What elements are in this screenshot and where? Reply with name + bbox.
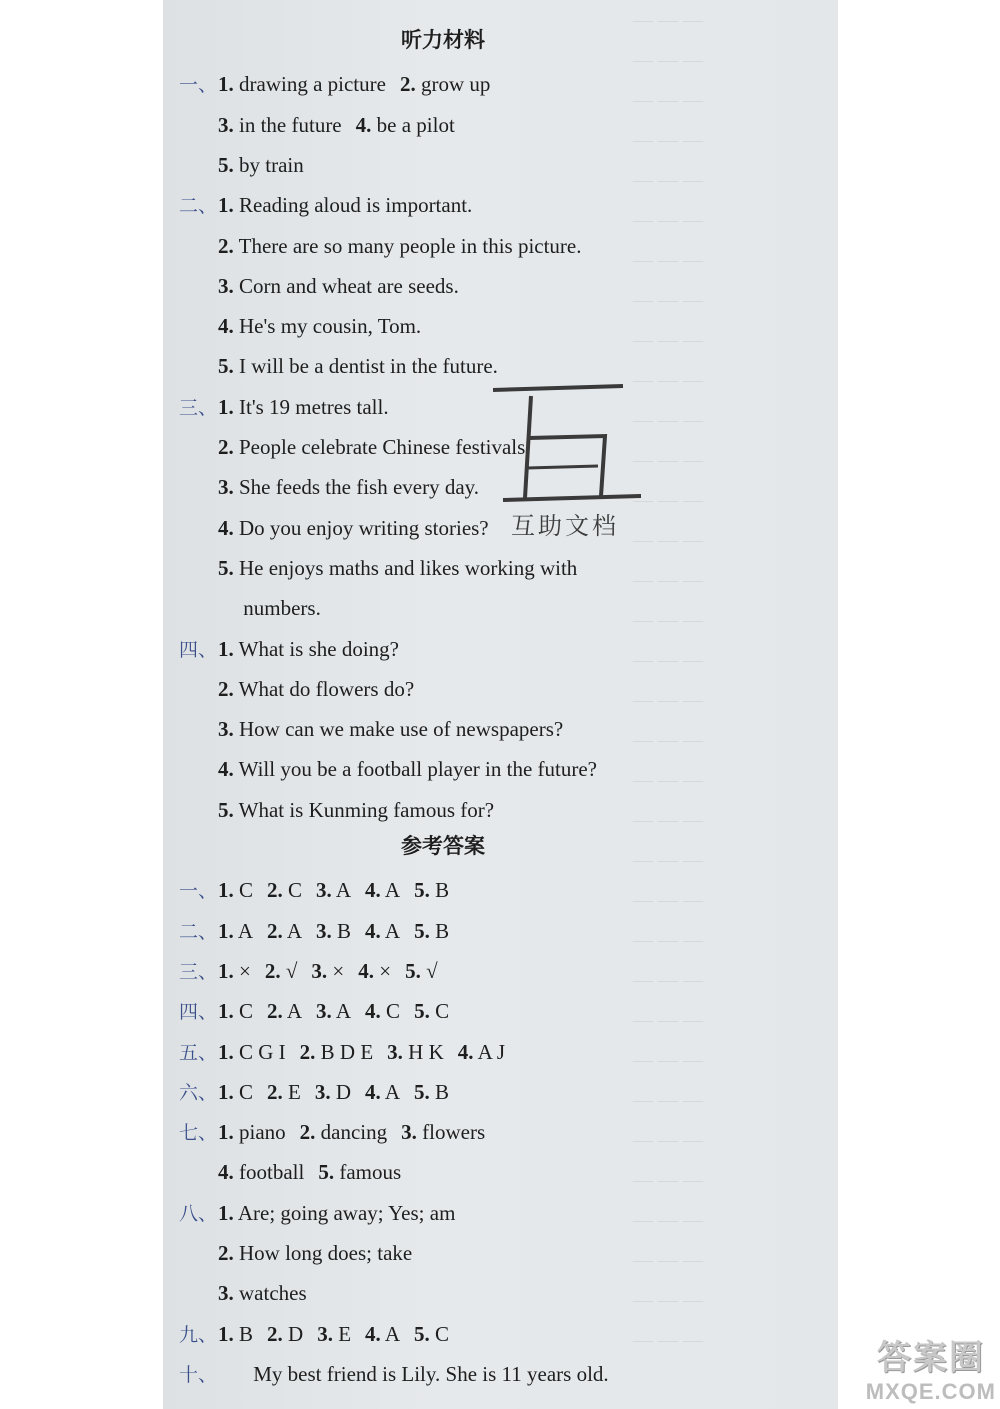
item-text: D (330, 1079, 352, 1104)
item-text: How can we make use of newspapers? (233, 717, 564, 742)
item-number: 2. (299, 1120, 316, 1145)
item-text: B D E (315, 1039, 374, 1064)
item-number: 2. (267, 1321, 283, 1346)
item-text: D (282, 1321, 304, 1346)
item-number: 1. (218, 1200, 234, 1225)
listening-line (163, 669, 414, 709)
item-text: He's my cousin, Tom. (233, 314, 422, 339)
section-number: 七、 (179, 1122, 218, 1145)
item-number: 5. (218, 555, 234, 580)
item-text: B (331, 918, 352, 943)
section-number: 二、 (179, 195, 218, 218)
answers-line (163, 1314, 449, 1354)
section-number: 八、 (179, 1202, 218, 1225)
item-number: 5. (318, 1160, 335, 1185)
bleed-through-line: — — — (633, 1169, 703, 1191)
bleed-through-line: — — — (633, 209, 703, 231)
item-text: famous (334, 1160, 402, 1185)
item-number: 4. (365, 1321, 381, 1346)
bleed-through-line: — — — (633, 1009, 703, 1031)
item-number: 3. (401, 1120, 417, 1145)
item-number: 5. (414, 1321, 430, 1346)
item-number: 3. (218, 273, 234, 298)
answers-line (163, 1112, 485, 1152)
item-text: A (380, 1079, 401, 1104)
item-number: 5. (218, 152, 234, 177)
item-text: A (380, 918, 401, 943)
item-text: E (282, 1079, 301, 1104)
item-text: C (380, 999, 401, 1024)
bleed-through-line: — — — (633, 809, 703, 831)
item-number: 2. (267, 999, 283, 1024)
item-text: drawing a picture (233, 72, 386, 97)
listening-line (163, 790, 494, 830)
answers-line (163, 870, 449, 910)
item-text: numbers. (238, 596, 321, 621)
item-text: A (380, 1321, 401, 1346)
listening-line (163, 64, 490, 104)
item-text: by train (233, 152, 304, 177)
bleed-through-line: — — — (633, 689, 703, 711)
listening-line (163, 306, 421, 346)
item-text: C (233, 1079, 254, 1104)
item-text: B (233, 1321, 254, 1346)
answers-line (163, 1193, 455, 1233)
item-number: 1. (218, 878, 234, 903)
bleed-through-line: — — — (633, 249, 703, 271)
section-number: 十、 (179, 1363, 218, 1386)
bleed-through-line: — — — (633, 449, 703, 471)
listening-line (163, 105, 455, 145)
item-number: 4. (457, 1039, 474, 1064)
bleed-through-line: — — — (633, 89, 703, 111)
bleed-through-line: — — — (633, 969, 703, 991)
bleed-through-line: — — — (633, 1209, 703, 1231)
item-number: 4. (355, 112, 372, 137)
item-number: 1. (218, 1321, 234, 1346)
listening-line (163, 185, 472, 225)
item-number: 3. (311, 958, 328, 983)
item-number: 5. (414, 1079, 430, 1104)
item-number: 3. (316, 878, 332, 903)
item-number: 3. (316, 999, 332, 1024)
item-text: B (429, 1079, 450, 1104)
section-number: 五、 (179, 1041, 218, 1064)
item-number: 4. (365, 878, 381, 903)
bleed-through-line: — — — (633, 529, 703, 551)
item-number: 3. (218, 112, 234, 137)
item-number: 1. (218, 1039, 234, 1064)
item-number: 4. (365, 918, 381, 943)
item-number: 5. (218, 354, 234, 379)
answers-line (163, 1072, 449, 1112)
item-number: 5. (414, 918, 430, 943)
listening-line (163, 145, 304, 185)
watermark-url: MXQE.COM (865, 1379, 996, 1404)
item-number: 1. (218, 918, 234, 943)
watermark (866, 1330, 996, 1405)
item-number: 3. (316, 918, 332, 943)
answers-line (163, 1032, 505, 1072)
item-text: She feeds the fish every day. (233, 475, 480, 500)
item-text: My best friend is Lily. She is 11 years old. (248, 1361, 609, 1386)
item-text: grow up (415, 72, 491, 97)
bleed-through-line: — — — (633, 1129, 703, 1151)
bleed-through-line: — — — (633, 609, 703, 631)
item-number: 1. (218, 72, 234, 97)
item-text: × (373, 958, 392, 983)
item-number: 4. (358, 958, 374, 983)
bleed-through-line: — — — (633, 49, 703, 71)
item-text: A J (473, 1039, 506, 1064)
item-number: 3. (218, 717, 234, 742)
item-number: 1. (218, 1079, 234, 1104)
bleed-through-line: — — — (633, 889, 703, 911)
listening-line (163, 467, 479, 507)
item-text: People celebrate Chinese festivals. (233, 435, 531, 459)
item-text: How long does; take (233, 1241, 413, 1265)
bleed-through-line: — — — (633, 169, 703, 191)
item-number: 3. (387, 1039, 403, 1064)
listening-line (163, 508, 489, 548)
item-text: watches (233, 1281, 307, 1306)
bleed-through-line: — — — (633, 1089, 703, 1111)
item-text: B (429, 878, 450, 903)
bleed-through-text (633, 0, 838, 1409)
item-text: A (331, 999, 352, 1024)
item-number: 4. (218, 515, 234, 540)
item-number: 3. (314, 1079, 331, 1104)
item-text: A (233, 918, 254, 943)
item-number: 4. (365, 1079, 381, 1104)
answers-line (163, 1152, 401, 1192)
item-text: × (233, 958, 251, 983)
bleed-through-line: — — — (633, 129, 703, 151)
item-number: 1. (218, 958, 234, 983)
answers-line (163, 911, 449, 951)
item-number: 3. (218, 475, 234, 500)
item-text: C (282, 878, 303, 903)
item-number: 1. (218, 1120, 234, 1145)
item-text: What is Kunming famous for? (233, 797, 495, 822)
item-text: He enjoys maths and likes working with (233, 555, 578, 580)
item-number: 2. (218, 435, 234, 459)
watermark-logo: 答案圈 (876, 1338, 985, 1378)
bleed-through-line: — — — (633, 1049, 703, 1071)
answer-page (163, 0, 838, 1409)
section-number: 三、 (179, 960, 218, 983)
item-text: piano (233, 1120, 286, 1145)
item-number: 5. (405, 958, 421, 983)
item-text: in the future (233, 112, 342, 137)
answers-line (163, 1354, 609, 1394)
item-text: football (233, 1160, 305, 1185)
item-text: B (429, 918, 450, 943)
item-text: E (332, 1321, 352, 1346)
answers-line (163, 1273, 307, 1313)
section-number: 九、 (179, 1323, 218, 1346)
answers-line (163, 991, 449, 1031)
item-number: 1. (218, 636, 234, 661)
item-text: H K (402, 1039, 444, 1064)
section-number: 二、 (179, 920, 218, 943)
bleed-through-line: — — — (633, 929, 703, 951)
item-number: 1. (218, 999, 234, 1024)
bleed-through-line: — — — (633, 9, 703, 31)
bleed-through-line: — — — (633, 849, 703, 871)
section-number: 四、 (179, 638, 218, 661)
item-number: 2. (267, 918, 283, 943)
listening-line (163, 346, 498, 386)
item-text: There are so many people in this picture. (233, 233, 582, 258)
bleed-through-line: — — — (633, 289, 703, 311)
item-text: C (233, 999, 254, 1024)
item-text: A (282, 918, 303, 943)
item-number: 5. (414, 878, 430, 903)
item-number: 3. (218, 1281, 234, 1306)
listening-line (163, 749, 597, 789)
item-number: 1. (218, 394, 234, 419)
item-text: Corn and wheat are seeds. (233, 273, 459, 298)
item-text: dancing (315, 1120, 388, 1145)
item-text: Will you be a football player in the future? (233, 757, 597, 782)
bleed-through-line: — — — (633, 409, 703, 431)
item-text: It's 19 metres tall. (233, 394, 389, 419)
item-text: Reading aloud is important. (233, 193, 473, 218)
bleed-through-line: — — — (633, 1249, 703, 1271)
item-number: 4. (218, 757, 234, 782)
bleed-through-line: — — — (633, 1329, 703, 1351)
listening-line (163, 709, 563, 749)
bleed-through-line: — — — (633, 489, 703, 511)
item-number: 3. (317, 1321, 333, 1346)
listening-line (163, 266, 459, 306)
item-text: C (429, 1321, 450, 1346)
bleed-through-line: — — — (633, 1289, 703, 1311)
section-number: 三、 (179, 396, 218, 419)
item-number: 2. (218, 676, 234, 701)
item-text: I will be a dentist in the future. (233, 354, 498, 379)
item-text: A (380, 878, 401, 903)
item-text: Are; going away; Yes; am (233, 1200, 456, 1225)
bleed-through-line: — — — (633, 369, 703, 391)
item-number: 1. (218, 193, 234, 218)
item-number: 5. (414, 999, 430, 1024)
item-text: A (331, 878, 352, 903)
item-text: √ (420, 958, 438, 983)
item-text: C (429, 999, 450, 1024)
listening-line (163, 226, 582, 266)
item-number: 5. (218, 797, 234, 822)
item-text: × (327, 958, 345, 983)
item-number: 2. (399, 72, 416, 97)
item-text: be a pilot (371, 112, 455, 137)
bleed-through-line: — — — (633, 769, 703, 791)
listening-line (163, 548, 577, 588)
item-number: 2. (218, 1241, 234, 1265)
answers-line (163, 951, 438, 991)
bleed-through-line: — — — (633, 569, 703, 591)
answers-heading: 参考答案 (401, 834, 485, 858)
item-text: C (233, 878, 254, 903)
listening-line (163, 629, 399, 669)
item-text: √ (280, 958, 298, 983)
item-number: 4. (218, 1160, 234, 1185)
section-number: 四、 (179, 1001, 218, 1024)
item-text: A (282, 999, 303, 1024)
listening-line (163, 588, 321, 628)
item-text: What is she doing? (233, 636, 400, 661)
section-number: 一、 (179, 74, 218, 97)
stamp-label: 互助文档 (511, 512, 619, 540)
listening-line (163, 427, 531, 467)
item-number: 4. (218, 314, 234, 339)
answers-line (163, 1233, 412, 1273)
item-text: What do flowers do? (233, 676, 415, 701)
item-number: 2. (299, 1039, 316, 1064)
item-text: flowers (416, 1120, 486, 1145)
item-text: C G I (233, 1039, 286, 1064)
listening-heading: 听力材料 (401, 28, 485, 52)
bleed-through-line: — — — (633, 649, 703, 671)
listening-line (163, 387, 389, 427)
section-number: 一、 (179, 880, 218, 903)
item-number: 2. (267, 1079, 283, 1104)
item-number: 2. (218, 233, 234, 258)
item-number: 2. (267, 878, 283, 903)
section-number: 六、 (179, 1081, 218, 1104)
bleed-through-line: — — — (633, 729, 703, 751)
item-text: Do you enjoy writing stories? (233, 515, 489, 540)
item-number: 4. (365, 999, 381, 1024)
bleed-through-line: — — — (633, 329, 703, 351)
item-number: 2. (264, 958, 281, 983)
